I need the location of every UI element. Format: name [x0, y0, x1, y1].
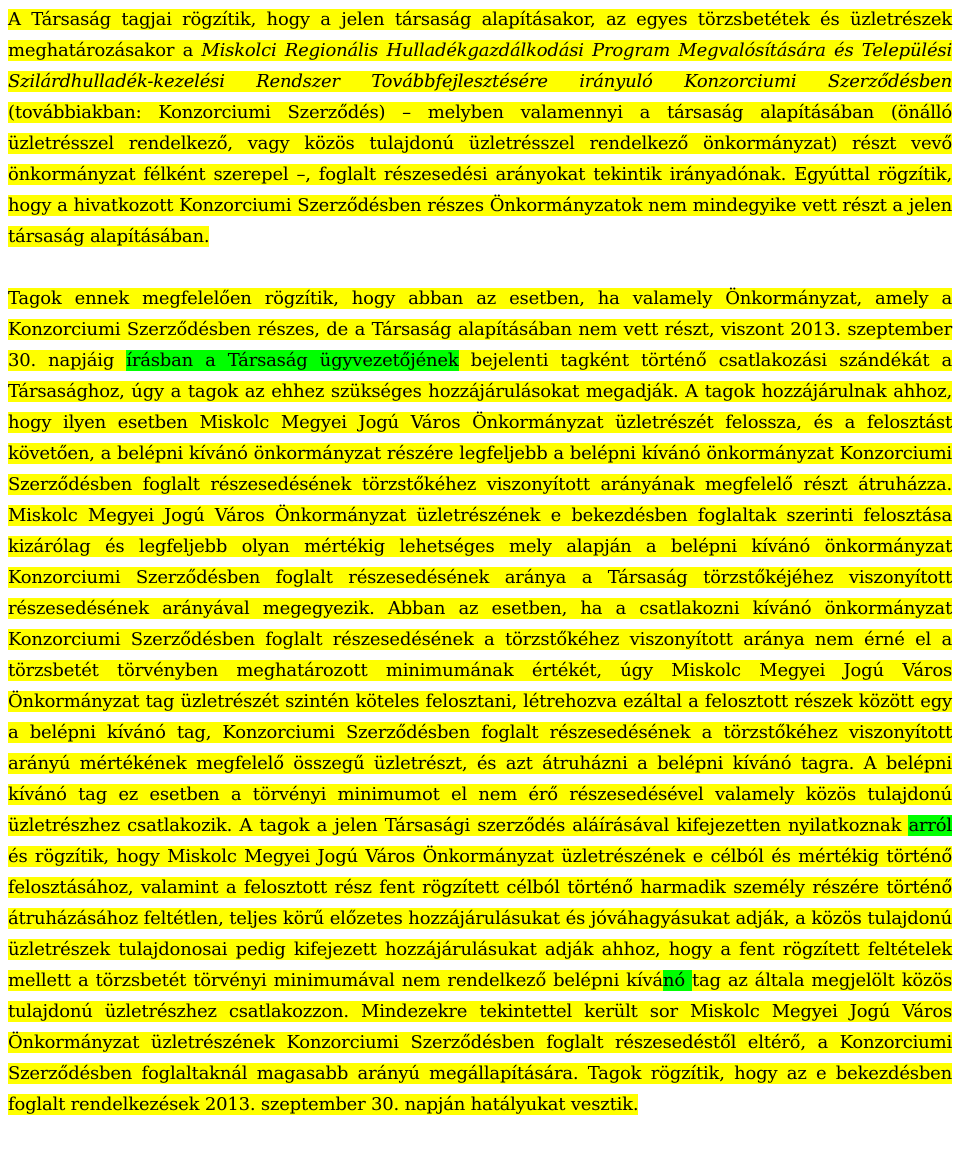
- document-page: [8, 0, 952, 1120]
- text-run: (továbbiakban: Konzorciumi Szerződés) – melyben valamennyi a társaság alapításában (önálló üzletrésszel rendelkező, vagy közös tulajdonú üzletrésszel rendelkező önkormányzat) részt vevő önkormányzat félként szerepel –, foglalt részesedési arányokat tekintik irányadónak. Egyúttal rögzítik, hogy a hivatkozott Konzorciumi Szerződésben részes Önkormányzatok nem mindegyike vett részt a jelen társaság alapításában.: [8, 102, 952, 247]
- paragraph-accession-rules: [8, 283, 952, 1120]
- text-run: Tagok ennek megfelelően rögzítik, hogy abban az esetben, ha valamely Önkormányzat, amely a Konzorciumi Szerződésben részes, de a Társaság alapításában nem vett részt, viszont 2013. szeptember 30. napjáig: [8, 288, 952, 371]
- text-run: bejelenti tagként történő csatlakozási szándékát a Társasághoz, úgy a tagok az ehhez szükséges hozzájárulásokat megadják. A tagok hozzájárulnak ahhoz, hogy ilyen esetben Miskolc Megyei Jogú Város Önkormányzat üzletrészét felossza, és a felosztást követően, a belépni kívánó önkormányzat részére legfeljebb a belépni kívánó önkormányzat Konzorciumi Szerződésben foglalt részesedésének törzstőkéhez viszonyított arányának megfelelő részt átruházza. Miskolc Megyei Jogú Város Önkormányzat üzletrészének e bekezdésben foglaltak szerinti felosztása kizárólag és legfeljebb olyan mértékig lehetséges mely alapján a belépni kívánó önkormányzat Konzorciumi Szerződésben foglalt részesedésének aránya a Társaság törzstőkéjéhez viszonyított részesedésének arányával megegyezik. Abban az esetben, ha a csatlakozni kívánó önkormányzat Konzorciumi Szerződésben foglalt részesedésének a törzstőkéhez viszonyított aránya nem érné el a törzsbetét törvényben meghatározott minimumának értékét, úgy Miskolc Megyei Jogú Város Önkormányzat tag üzletrészét szintén köteles felosztani, létrehozva ezáltal a felosztott részek között egy a belépni kívánó tag, Konzorciumi Szerződésben foglalt részesedésének a törzstőkéhez viszonyított arányú mértékének megfelelő összegű üzletrészt, és azt átruházni a belépni kívánó tagra. A belépni kívánó tag ez esetben a törvényi minimumot el nem érő részesedésével valamely közös tulajdonú üzletrészhez csatlakozik. A tagok a jelen Társasági szerződés aláírásával kifejezetten nyilatkoznak: [8, 350, 952, 836]
- green-highlight-run: nó: [662, 970, 692, 991]
- paragraph-spacer: [8, 252, 952, 283]
- paragraph-consortium-shares: [8, 4, 952, 252]
- text-run: tag az általa megjelölt közös tulajdonú üzletrészhez csatlakozzon. Mindezekre tekintettel került sor Miskolc Megyei Jogú Város Önkormányzat üzletrészének Konzorciumi Szerződésben foglalt részesedéstől eltérő, a Konzorciumi Szerződésben foglaltaknál magasabb arányú megállapítására. Tagok rögzítik, hogy az e bekezdésben foglalt rendelkezések 2013. szeptember 30. napján hatályukat vesztik.: [8, 970, 952, 1115]
- green-highlight-run: arról: [908, 815, 952, 836]
- text-run-italic-program-name: Miskolci Regionális Hulladékgazdálkodási Program Megvalósítására és Települési Szilárdhulladék-kezelési Rendszer Továbbfejlesztésére irányuló Konzorciumi Szerződésben: [8, 40, 952, 92]
- text-run: A Társaság tagjai rögzítik, hogy a jelen társaság alapításakor, az egyes törzsbetétek és üzletrészek meghatározásakor a: [8, 9, 952, 61]
- text-run: és rögzítik, hogy Miskolc Megyei Jogú Város Önkormányzat üzletrészének e célból és mértékig történő felosztásához, valamint a felosztott rész fent rögzített célból történő harmadik személy részére történő átruházásához feltétlen, teljes körű előzetes hozzájárulásukat és jóváhagyásukat adják, a közös tulajdonú üzletrészek tulajdonosai pedig kifejezett hozzájárulásukat adják ahhoz, hogy a fent rögzített feltételek mellett a törzsbetét törvényi minimumával nem rendelkező belépni kívá: [8, 846, 952, 991]
- green-highlight-run: írásban a Társaság ügyvezetőjének: [126, 350, 459, 371]
